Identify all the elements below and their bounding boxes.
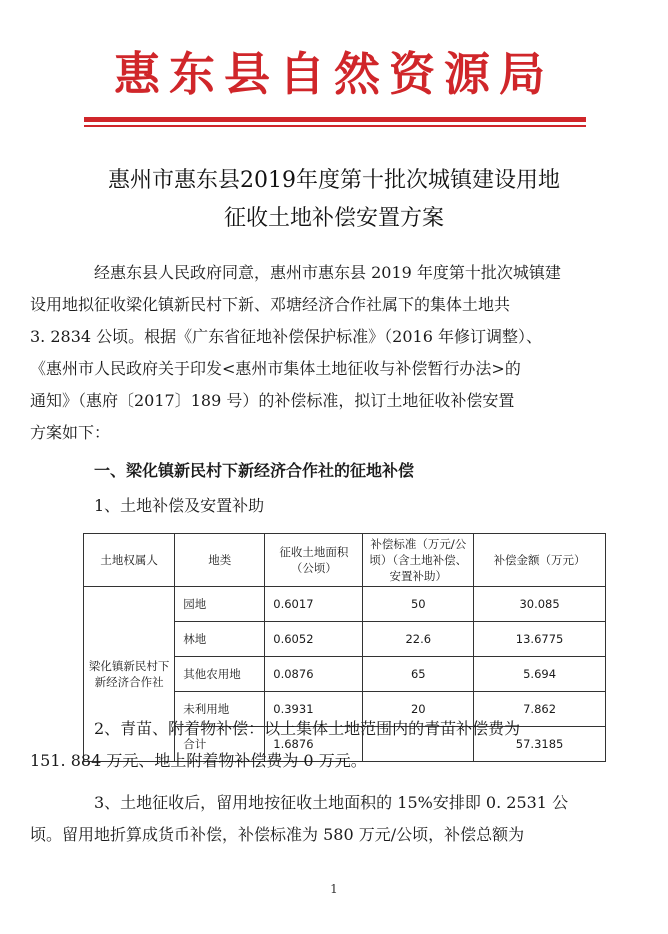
intro-paragraph: [30, 257, 614, 449]
table-header-area: 征收土地面积（公顷）: [265, 534, 363, 587]
table-cell-land-type: 未利用地: [175, 692, 265, 727]
table-cell-total-area: 1.6876: [265, 727, 363, 762]
section-1-subheading: 1、土地补偿及安置补助: [94, 496, 265, 515]
paragraph-3-reserved-land: [30, 787, 614, 851]
intro-line-1: 经惠东县人民政府同意，惠州市惠东县 2019 年度第十批次城镇建: [94, 263, 561, 282]
table-cell-area: 0.6017: [265, 587, 363, 622]
table-header-amount: 补偿金额（万元）: [474, 534, 606, 587]
intro-line-3: 3. 2834 公顷。根据《广东省征地补偿保护标准》（2016 年修订调整）、: [30, 327, 542, 346]
table-row: [84, 587, 606, 622]
table-cell-owner: 梁化镇新民村下新经济合作社: [84, 587, 175, 762]
letterhead-red-rule-thin: [84, 125, 586, 127]
table-cell-standard: 65: [363, 657, 474, 692]
table-cell-amount: 13.6775: [474, 622, 606, 657]
table-cell-total-label: 合计: [175, 727, 265, 762]
table-cell-land-type: 林地: [175, 622, 265, 657]
table-cell-amount: 30.085: [474, 587, 606, 622]
para3-line-1: 3、土地征收后，留用地按征收土地面积的 15%安排即 0. 2531 公: [94, 793, 569, 812]
intro-line-5: 通知》（惠府〔2017〕189 号）的补偿标准，拟订土地征收补偿安置: [30, 391, 515, 410]
table-cell-standard: 50: [363, 587, 474, 622]
table-cell-standard: 22.6: [363, 622, 474, 657]
table-cell-amount: 5.694: [474, 657, 606, 692]
table-header-standard: 补偿标准（万元/公顷）（含土地补偿、安置补助）: [363, 534, 474, 587]
table-cell-land-type: 其他农用地: [175, 657, 265, 692]
intro-line-6: 方案如下：: [30, 423, 111, 442]
letterhead-org-name: 惠东县自然资源局: [114, 47, 554, 101]
table-cell-total-amount: 57.3185: [474, 727, 606, 762]
letterhead-red-rule-thick: [84, 117, 586, 122]
table-cell-area: 0.3931: [265, 692, 363, 727]
para2-line-2: 151. 884 万元、地上附着物补偿费为 0 万元。: [30, 751, 367, 770]
paragraph-2-crop-compensation: [30, 713, 614, 777]
para3-line-2: 顷。留用地折算成货币补偿，补偿标准为 580 万元/公顷，补偿总额为: [30, 825, 525, 844]
table-header-land-type: 地类: [175, 534, 265, 587]
document-title-line-1: 惠州市惠东县2019年度第十批次城镇建设用地: [108, 168, 560, 193]
table-header-row: [84, 534, 606, 587]
page-number: 1: [330, 882, 338, 896]
table-cell-land-type: 园地: [175, 587, 265, 622]
table-header-owner: 土地权属人: [84, 534, 175, 587]
section-1-heading: 一、梁化镇新民村下新经济合作社的征地补偿: [94, 461, 415, 480]
intro-line-4: 《惠州市人民政府关于印发<惠州市集体土地征收与补偿暂行办法>的: [30, 359, 521, 378]
intro-line-2: 设用地拟征收梁化镇新民村下新、邓塘经济合作社属下的集体土地共: [30, 295, 511, 314]
table-cell-standard: 20: [363, 692, 474, 727]
table-cell-area: 0.0876: [265, 657, 363, 692]
table-cell-area: 0.6052: [265, 622, 363, 657]
document-title-line-2: 征收土地补偿安置方案: [223, 206, 444, 231]
table-cell-amount: 7.862: [474, 692, 606, 727]
para2-line-1: 2、青苗、附着物补偿：以上集体土地范围内的青苗补偿费为: [94, 719, 521, 738]
